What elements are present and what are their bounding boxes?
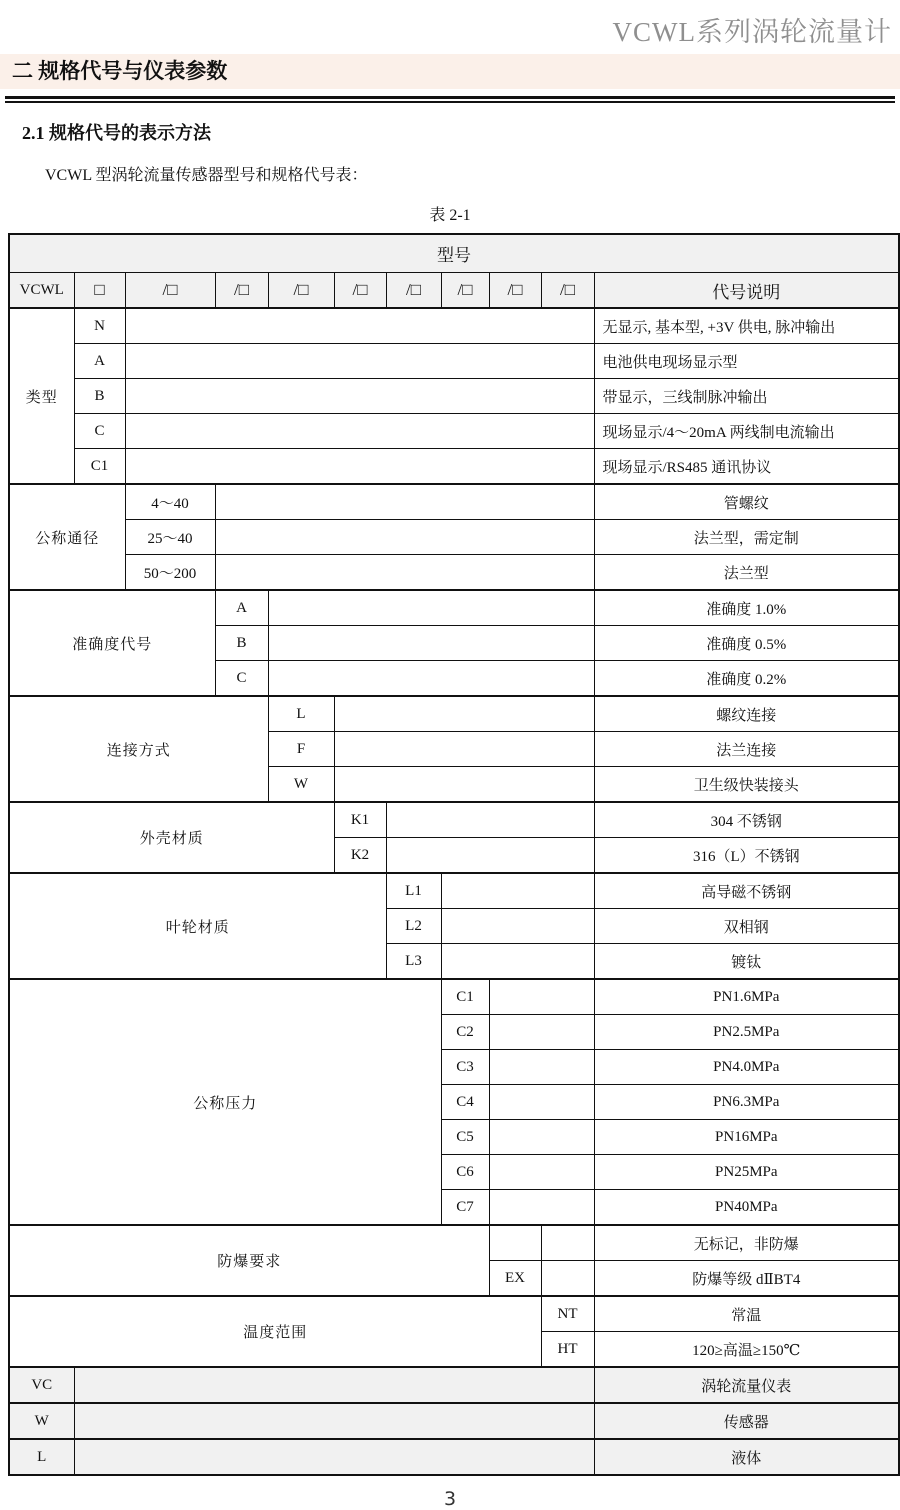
table-row — [9, 590, 899, 626]
table-row — [9, 1225, 899, 1261]
table-row — [9, 308, 899, 344]
intro-text: VCWL 型涡轮流量传感器型号和规格代号表： — [45, 167, 368, 184]
empty-span-cell — [268, 590, 594, 626]
description-cell: 高导磁不锈钢 — [594, 873, 899, 909]
code-cell: L3 — [386, 944, 441, 980]
empty-span-cell — [489, 1190, 594, 1226]
table-caption: 表 2-1 — [429, 207, 471, 224]
empty-span-cell — [489, 979, 594, 1015]
code-cell: L2 — [386, 909, 441, 944]
description-cell: PN2.5MPa — [594, 1015, 899, 1050]
empty-span-cell — [215, 555, 594, 591]
empty-span-cell — [386, 802, 594, 838]
code-placeholder-cell-1: □ — [74, 273, 125, 309]
empty-span-cell — [334, 732, 594, 767]
table-row — [9, 696, 899, 732]
code-cell: C2 — [441, 1015, 489, 1050]
suffix-code-cell: VC — [9, 1367, 74, 1403]
code-cell: NT — [541, 1296, 594, 1332]
description-cell: 双相钢 — [594, 909, 899, 944]
table-row — [9, 1403, 899, 1439]
section-label-cell: 准确度代号 — [9, 590, 215, 696]
table-row — [9, 802, 899, 838]
empty-span-cell — [74, 1367, 594, 1403]
description-cell: 螺纹连接 — [594, 696, 899, 732]
code-placeholder-cell-7: /□ — [441, 273, 489, 309]
page-number: 3 — [443, 1488, 457, 1510]
doc-header-title: VCWL系列涡轮流量计 — [612, 17, 892, 47]
description-cell: 法兰连接 — [594, 732, 899, 767]
description-cell: 准确度 1.0% — [594, 590, 899, 626]
code-cell: B — [74, 379, 125, 414]
model-header-cell: 型号 — [9, 234, 899, 273]
code-cell: F — [268, 732, 334, 767]
description-cell: 无显示, 基本型, +3V 供电, 脉冲输出 — [594, 308, 899, 344]
section-label-cell: 连接方式 — [9, 696, 268, 802]
code-placeholder-cell-3: /□ — [215, 273, 268, 309]
table-row — [9, 520, 899, 555]
table-row — [9, 873, 899, 909]
code-placeholder-cell-5: /□ — [334, 273, 386, 309]
code-cell: C5 — [441, 1120, 489, 1155]
code-cell: C — [215, 661, 268, 697]
empty-span-cell — [334, 696, 594, 732]
suffix-code-cell: W — [9, 1403, 74, 1439]
description-cell: 传感器 — [594, 1403, 899, 1439]
section-title: 二 规格代号与仪表参数 — [12, 59, 228, 83]
description-cell: 法兰型，需定制 — [594, 520, 899, 555]
description-cell: PN16MPa — [594, 1120, 899, 1155]
code-cell: K2 — [334, 838, 386, 874]
code-placeholder-cell-8: /□ — [489, 273, 541, 309]
code-cell: W — [268, 767, 334, 803]
code-cell: C — [74, 414, 125, 449]
code-cell — [489, 1225, 541, 1261]
empty-span-cell — [125, 414, 594, 449]
empty-span-cell — [541, 1261, 594, 1297]
section-label-cell: 温度范围 — [9, 1296, 541, 1367]
empty-span-cell — [441, 909, 594, 944]
description-cell: 法兰型 — [594, 555, 899, 591]
description-cell: PN4.0MPa — [594, 1050, 899, 1085]
description-cell: 镀钛 — [594, 944, 899, 980]
description-cell: 120≥高温≥150℃ — [594, 1332, 899, 1368]
code-cell: HT — [541, 1332, 594, 1368]
doc-header — [0, 0, 900, 46]
description-cell: 卫生级快装接头 — [594, 767, 899, 803]
empty-span-cell — [334, 767, 594, 803]
table-row — [9, 979, 899, 1015]
description-cell: 316（L）不锈钢 — [594, 838, 899, 874]
code-cell: C1 — [441, 979, 489, 1015]
description-cell: 准确度 0.2% — [594, 661, 899, 697]
description-cell: 304 不锈钢 — [594, 802, 899, 838]
empty-span-cell — [386, 838, 594, 874]
code-cell: A — [215, 590, 268, 626]
model-prefix-cell: VCWL — [9, 273, 74, 309]
description-cell: 带显示，三线制脉冲输出 — [594, 379, 899, 414]
empty-span-cell — [125, 379, 594, 414]
section-divider-rule — [5, 96, 895, 103]
code-cell: N — [74, 308, 125, 344]
section-label-cell: 外壳材质 — [9, 802, 334, 873]
code-placeholder-cell-6: /□ — [386, 273, 441, 309]
code-cell: C1 — [74, 449, 125, 485]
code-cell: C7 — [441, 1190, 489, 1226]
description-cell: PN40MPa — [594, 1190, 899, 1226]
code-cell: K1 — [334, 802, 386, 838]
empty-span-cell — [125, 449, 594, 485]
description-header-cell: 代号说明 — [594, 273, 899, 309]
description-cell: PN25MPa — [594, 1155, 899, 1190]
empty-span-cell — [441, 944, 594, 980]
empty-span-cell — [489, 1085, 594, 1120]
description-cell: 液体 — [594, 1439, 899, 1475]
description-cell: PN6.3MPa — [594, 1085, 899, 1120]
description-cell: 防爆等级 dⅡBT4 — [594, 1261, 899, 1297]
table-row — [9, 344, 899, 379]
empty-span-cell — [215, 484, 594, 520]
section-label-cell: 叶轮材质 — [9, 873, 386, 979]
section-label-cell: 公称压力 — [9, 979, 441, 1225]
section-heading-bar — [0, 54, 900, 89]
table-row — [9, 484, 899, 520]
description-cell: 现场显示/RS485 通讯协议 — [594, 449, 899, 485]
empty-span-cell — [268, 626, 594, 661]
description-cell: PN1.6MPa — [594, 979, 899, 1015]
code-cell: C6 — [441, 1155, 489, 1190]
table-row — [9, 414, 899, 449]
table-row — [9, 1367, 899, 1403]
description-cell: 常温 — [594, 1296, 899, 1332]
description-cell: 电池供电现场显示型 — [594, 344, 899, 379]
code-cell: A — [74, 344, 125, 379]
empty-span-cell — [441, 873, 594, 909]
code-placeholder-cell-9: /□ — [541, 273, 594, 309]
code-cell: 25～40 — [125, 520, 215, 555]
empty-span-cell — [74, 1403, 594, 1439]
code-cell: 50～200 — [125, 555, 215, 591]
empty-span-cell — [268, 661, 594, 697]
table-row — [9, 1439, 899, 1475]
section-label-cell: 公称通径 — [9, 484, 125, 590]
description-cell: 管螺纹 — [594, 484, 899, 520]
section-label-cell: 类型 — [9, 308, 74, 484]
description-cell: 涡轮流量仪表 — [594, 1367, 899, 1403]
table-row — [9, 449, 899, 485]
suffix-code-cell: L — [9, 1439, 74, 1475]
code-cell: B — [215, 626, 268, 661]
section-label-cell: 防爆要求 — [9, 1225, 489, 1296]
description-cell: 准确度 0.5% — [594, 626, 899, 661]
empty-span-cell — [541, 1225, 594, 1261]
table-row — [9, 555, 899, 591]
empty-span-cell — [125, 308, 594, 344]
description-cell: 现场显示/4～20mA 两线制电流输出 — [594, 414, 899, 449]
empty-span-cell — [489, 1050, 594, 1085]
code-cell: C3 — [441, 1050, 489, 1085]
empty-span-cell — [489, 1120, 594, 1155]
spec-code-table — [8, 233, 900, 1476]
code-placeholder-cell-4: /□ — [268, 273, 334, 309]
empty-span-cell — [215, 520, 594, 555]
code-cell: C4 — [441, 1085, 489, 1120]
empty-span-cell — [489, 1155, 594, 1190]
code-cell: L — [268, 696, 334, 732]
description-cell: 无标记，非防爆 — [594, 1225, 899, 1261]
table-row — [9, 379, 899, 414]
empty-span-cell — [489, 1015, 594, 1050]
empty-span-cell — [125, 344, 594, 379]
code-cell: 4～40 — [125, 484, 215, 520]
empty-span-cell — [74, 1439, 594, 1475]
code-placeholder-cell-2: /□ — [125, 273, 215, 309]
subsection-title: 2.1 规格代号的表示方法 — [22, 123, 211, 143]
table-row — [9, 1296, 899, 1332]
code-cell: L1 — [386, 873, 441, 909]
code-cell: EX — [489, 1261, 541, 1297]
